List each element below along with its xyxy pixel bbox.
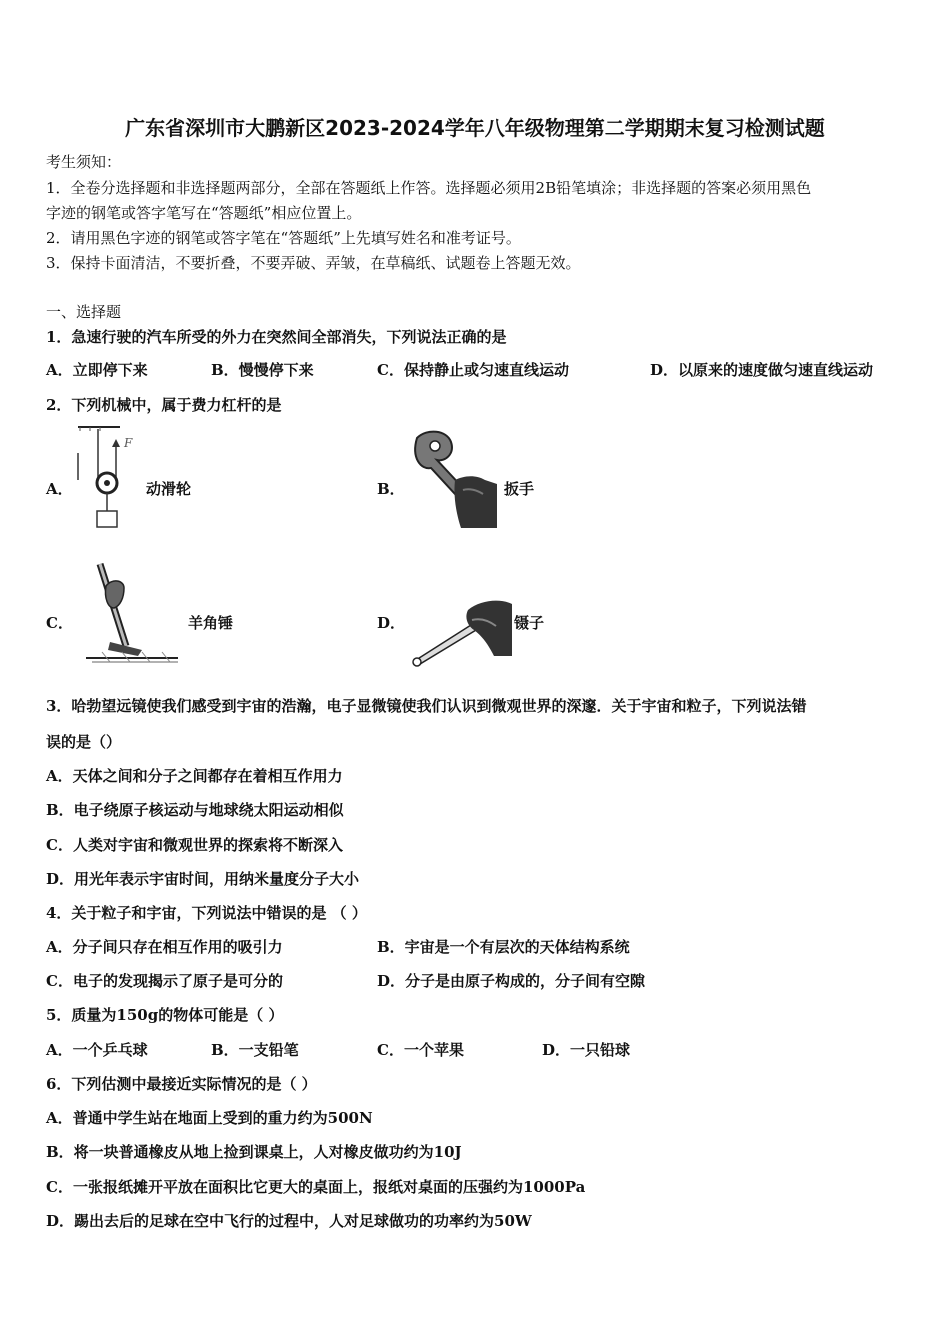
q2-option-d-letter: D． xyxy=(377,614,406,632)
notice-item: 1．全卷分选择题和非选择题两部分，全部在答题纸上作答。选择题必须用2B铅笔填涂；非选择题的答案必须用黑色 xyxy=(46,179,812,197)
q4-option-b: B．宇宙是一个有层次的天体结构系统 xyxy=(377,938,630,956)
q1-option-b: B．慢慢停下来 xyxy=(211,361,314,379)
q1-option-c: C．保持静止或匀速直线运动 xyxy=(377,361,569,379)
q2-option-b-label: 扳手 xyxy=(504,480,535,498)
q2-option-c-label: 羊角锤 xyxy=(188,614,234,632)
section-heading: 一、选择题 xyxy=(46,303,122,321)
q2-option-d-label: 镊子 xyxy=(514,614,545,632)
claw-hammer-figure xyxy=(82,558,182,668)
question-3-stem: 3．哈勃望远镜使我们感受到宇宙的浩瀚，电子显微镜使我们认识到微观世界的深邃．关于宇宙和粒子，下列说法错 xyxy=(46,697,807,715)
question-3-stem-cont: 误的是（） xyxy=(46,733,122,751)
question-4-stem: 4．关于粒子和宇宙，下列说法中错误的是 （ ） xyxy=(46,904,367,922)
q5-option-b: B．一支铅笔 xyxy=(211,1041,299,1059)
q6-option-c: C．一张报纸摊开平放在面积比它更大的桌面上，报纸对桌面的压强约为1000Pa xyxy=(46,1178,586,1196)
q4-option-d: D．分子是由原子构成的，分子间有空隙 xyxy=(377,972,646,990)
q3-option-c: C．人类对宇宙和微观世界的探索将不断深入 xyxy=(46,836,343,854)
q6-option-b: B．将一块普通橡皮从地上捡到课桌上，人对橡皮做功约为10J xyxy=(46,1143,462,1161)
question-6-stem: 6．下列估测中最接近实际情况的是（ ） xyxy=(46,1075,317,1093)
q1-option-a: A．立即停下来 xyxy=(46,361,148,379)
q3-option-b: B．电子绕原子核运动与地球绕太阳运动相似 xyxy=(46,801,344,819)
q2-option-b-letter: B． xyxy=(377,480,405,498)
wrench-figure xyxy=(405,428,500,533)
question-1-stem: 1．急速行驶的汽车所受的外力在突然间全部消失，下列说法正确的是 xyxy=(46,328,507,346)
q5-option-d: D．一只铅球 xyxy=(542,1041,631,1059)
q5-option-c: C．一个苹果 xyxy=(377,1041,464,1059)
q6-option-a: A．普通中学生站在地面上受到的重力约为500N xyxy=(46,1109,373,1127)
notice-item: 2．请用黑色字迹的钢笔或答字笔在“答题纸”上先填写姓名和准考证号。 xyxy=(46,229,521,247)
q3-option-a: A．天体之间和分子之间都存在着相互作用力 xyxy=(46,767,343,785)
force-label: F xyxy=(124,436,133,450)
q2-option-a-label: 动滑轮 xyxy=(146,480,192,498)
q2-option-a-letter: A． xyxy=(46,480,73,498)
q5-option-a: A．一个乒乓球 xyxy=(46,1041,148,1059)
q3-option-d: D．用光年表示宇宙时间，用纳米量度分子大小 xyxy=(46,870,360,888)
movable-pulley-figure xyxy=(70,425,145,535)
notice-item: 字迹的钢笔或答字笔写在“答题纸”相应位置上。 xyxy=(46,204,362,222)
q4-option-a: A．分子间只存在相互作用的吸引力 xyxy=(46,938,283,956)
q4-option-c: C．电子的发现揭示了原子是可分的 xyxy=(46,972,283,990)
q1-option-d: D．以原来的速度做匀速直线运动 xyxy=(650,361,874,379)
notice-item: 3．保持卡面清洁，不要折叠，不要弄破、弄皱，在草稿纸、试题卷上答题无效。 xyxy=(46,254,581,272)
tweezers-figure xyxy=(408,596,518,668)
page-title: 广东省深圳市大鹏新区2023-2024学年八年级物理第二学期期末复习检测试题 xyxy=(125,116,825,140)
q2-option-c-letter: C． xyxy=(46,614,73,632)
question-5-stem: 5．质量为150g的物体可能是（ ） xyxy=(46,1006,284,1024)
notice-heading: 考生须知： xyxy=(46,153,122,171)
q6-option-d: D．踢出去后的足球在空中飞行的过程中，人对足球做功的功率约为50W xyxy=(46,1212,532,1230)
question-2-stem: 2．下列机械中，属于费力杠杆的是 xyxy=(46,396,282,414)
